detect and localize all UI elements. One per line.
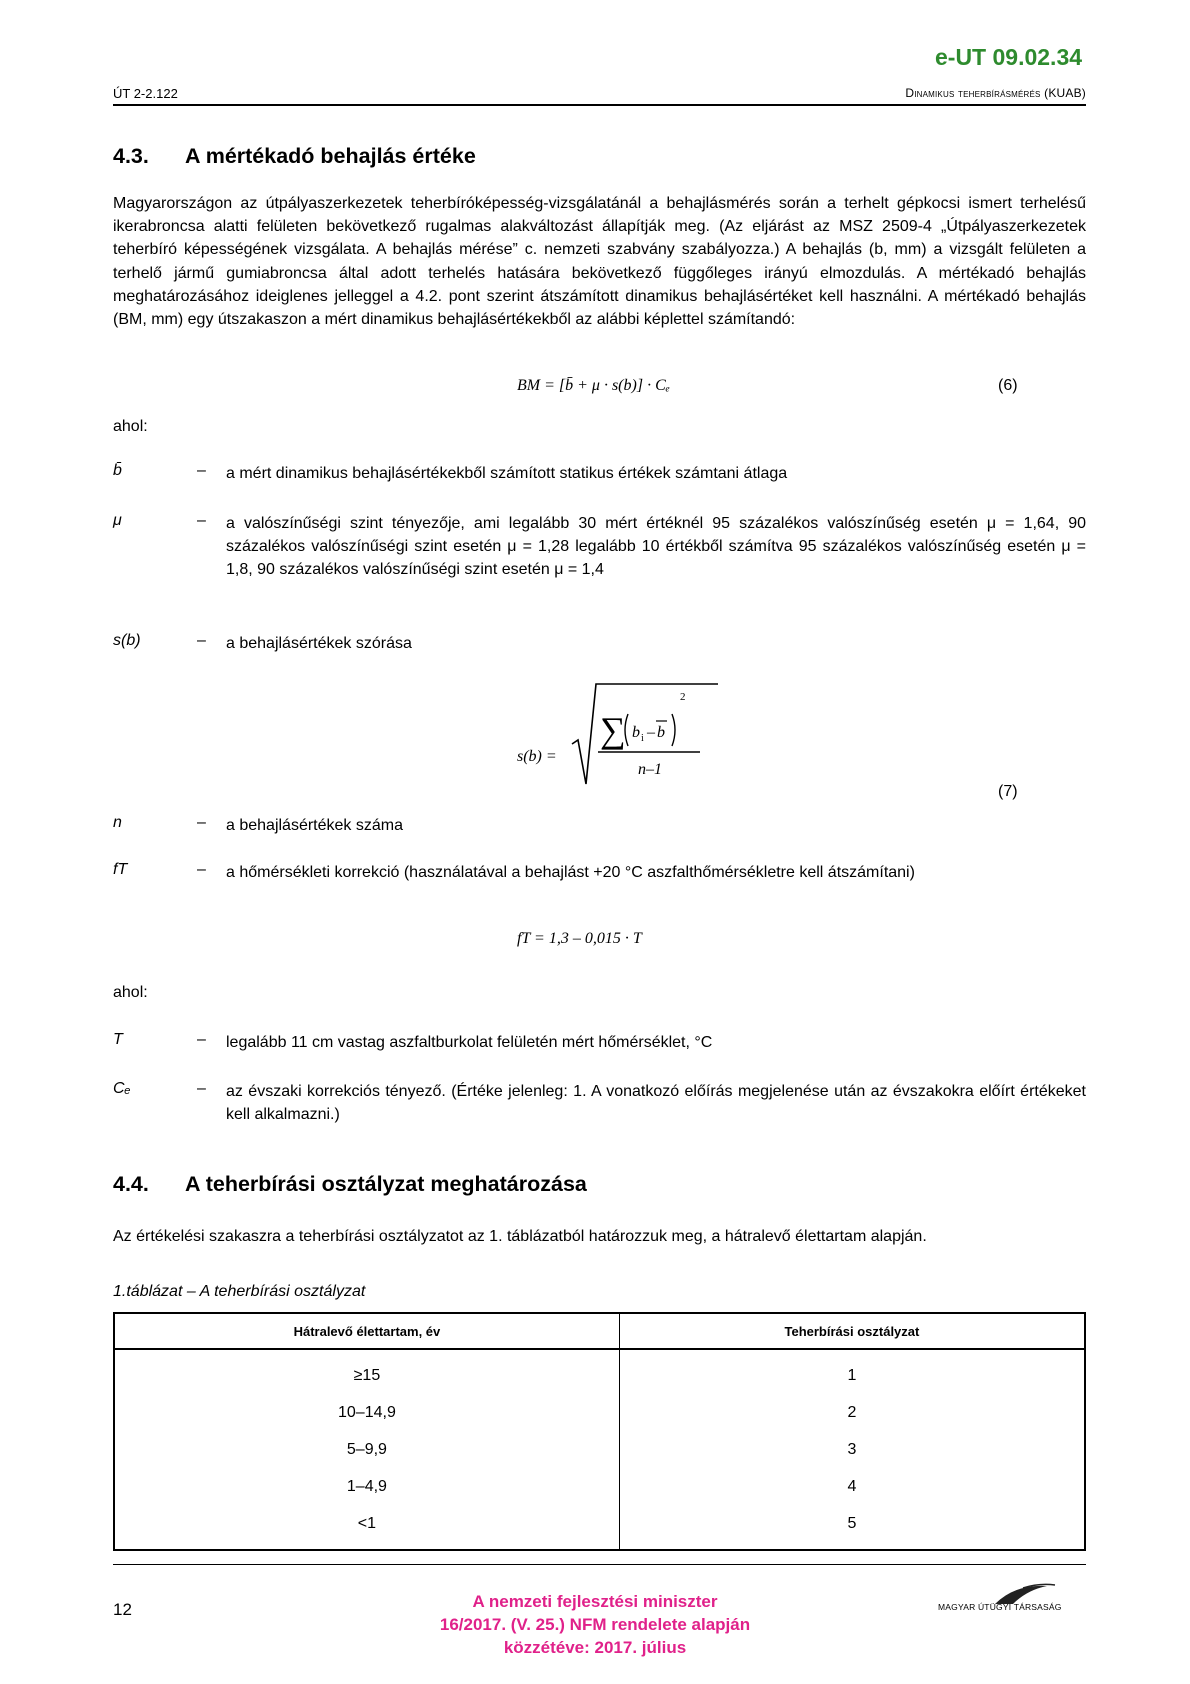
table-cell: 1 xyxy=(847,1366,857,1384)
def-dash: – xyxy=(197,462,206,479)
document-code: e-UT 09.02.34 xyxy=(935,44,1083,70)
equation-7-number: (7) xyxy=(998,783,1018,800)
section-number: 4.3. xyxy=(113,144,149,168)
svg-text:∑: ∑ xyxy=(600,710,626,750)
def-symbol-b: b̄ xyxy=(113,462,122,479)
equation-7-lhs: s(b) = xyxy=(517,748,557,765)
section-4-4-paragraph: Az értékelési szakaszra a teherbírási osztályzatot az 1. táblázatból határozzuk meg, a hátralevő élettartam alapján. xyxy=(113,1228,927,1245)
def-dash: – xyxy=(197,1031,206,1048)
table-header-cell: Hátralevő élettartam, év xyxy=(114,1313,619,1349)
where-label-2: ahol: xyxy=(113,984,148,1001)
footer-rule xyxy=(113,1564,1086,1565)
footer-line: A nemzeti fejlesztési miniszter xyxy=(472,1592,718,1611)
def-dash: – xyxy=(197,512,206,529)
header-standard-id: ÚT 2-2.122 xyxy=(113,86,178,101)
table-cell: <1 xyxy=(114,1505,619,1550)
def-symbol-n: n xyxy=(113,814,122,831)
svg-text:i: i xyxy=(641,733,644,744)
svg-text:2: 2 xyxy=(680,691,686,703)
table-header-cell: Teherbírási osztályzat xyxy=(619,1313,1085,1349)
society-logo-text: MAGYAR ÚTÜGYI TÁRSASÁG xyxy=(938,1602,1062,1612)
def-dash: – xyxy=(197,632,206,649)
def-symbol-mu: μ xyxy=(113,512,122,529)
section-heading-4-4 xyxy=(113,1172,587,1197)
equation-7-sqrt-graphic xyxy=(570,680,720,790)
def-dash: – xyxy=(197,1080,206,1097)
table-cell: 2 xyxy=(847,1403,857,1421)
table-cell: 1–4,9 xyxy=(114,1468,619,1505)
header-rule xyxy=(113,104,1086,106)
section-heading-4-3 xyxy=(113,144,476,169)
section-4-3-paragraph: Magyarországon az útpályaszerkezetek teherbíróképesség-vizsgálatánál a behajlásmérés során a terhelt gépkocsi ismert terhelésű ikerabroncsa alatti felületen bekövetkező rugalmas alakváltozást állapítják meg. (Az eljárást az MSZ 2509-4 „Útpályaszerkezetek teherbíró képességének vizsgálata. A behajlás mérése” c. nemzeti szabvány szabályozza.) A behajlás (b, mm) a vizsgált felületen a terhelő jármű gumiabroncsa által adott terhelés hatására bekövetkező függőleges irányú elmozdulás. A mértékadó behajlás meghatározásához ideiglenes jelleggel a 4.2. pont szerint átszámított dinamikus behajlásértéket kell használni. A mértékadó behajlás (BM, mm) egy útszakaszon a mért dinamikus behajlásértékekből az alábbi képlettel számítandó: xyxy=(113,195,1086,329)
table-cell: 5–9,9 xyxy=(114,1431,619,1468)
table-cell: 4 xyxy=(847,1477,857,1495)
table-row xyxy=(114,1468,1085,1505)
def-dash: – xyxy=(197,814,206,831)
def-text-ce: az évszaki korrekciós tényező. (Értéke jelenleg: 1. A vonatkozó előírás megjelenése után az évszakokra előírt értékeket kell alkalmazni.) xyxy=(226,1083,1086,1124)
footer-line: 16/2017. (V. 25.) NFM rendelete alapján xyxy=(439,1615,751,1634)
equation-6: BM = [b̄ + μ · s(b)] · Cₑ xyxy=(517,377,670,394)
def-text-t: legalább 11 cm vastag aszfaltburkolat felületén mért hőmérséklet, °C xyxy=(226,1034,713,1051)
section-title: A teherbírási osztályzat meghatározása xyxy=(185,1172,587,1196)
svg-text:b: b xyxy=(632,724,640,741)
table-cell: 5 xyxy=(847,1514,857,1532)
footer-line: közzétéve: 2017. július xyxy=(503,1638,687,1657)
def-text-sb: a behajlásértékek szórása xyxy=(226,635,412,652)
svg-text:b: b xyxy=(657,724,665,741)
equation-ft: fT = 1,3 – 0,015 · T xyxy=(517,930,642,947)
where-label: ahol: xyxy=(113,418,148,435)
table-cell: ≥15 xyxy=(114,1349,619,1394)
bearing-class-table xyxy=(113,1312,1086,1551)
def-text-ft: a hőmérsékleti korrekció (használatával a behajlást +20 °C aszfalthőmérsékletre kell átszámítani) xyxy=(226,864,915,881)
def-text-n: a behajlásértékek száma xyxy=(226,817,403,834)
def-text-b: a mért dinamikus behajlásértékekből számított statikus értékek számtani átlaga xyxy=(226,465,788,482)
table-row xyxy=(114,1505,1085,1550)
svg-text:n–1: n–1 xyxy=(638,761,662,778)
def-dash: – xyxy=(197,861,206,878)
page-number: 12 xyxy=(113,1600,132,1619)
def-symbol-sb: s(b) xyxy=(113,632,141,649)
def-symbol-t: T xyxy=(113,1031,123,1048)
def-symbol-ce: Cₑ xyxy=(113,1080,131,1097)
table-row xyxy=(114,1394,1085,1431)
table-caption: 1.táblázat – A teherbírási osztályzat xyxy=(113,1283,366,1300)
table-header-row xyxy=(114,1313,1085,1349)
table-row xyxy=(114,1349,1085,1394)
footer-publication-note xyxy=(395,1590,795,1659)
table-cell: 10–14,9 xyxy=(114,1394,619,1431)
def-text-mu: a valószínűségi szint tényezője, ami legalább 30 mért értéknél 95 százalékos valószínűség esetén μ = 1,64, 90 százalékos valószínűségi szint esetén μ = 1,28 legalább 10 értékből számítva 95 százalékos valószínűség esetén μ = 1,8, 90 százalékos valószínűségi szint esetén μ = 1,4 xyxy=(226,515,1086,579)
equation-6-number: (6) xyxy=(998,377,1018,394)
def-symbol-ft: fT xyxy=(113,861,128,878)
header-title: Dinamikus teherbírásmérés (KUAB) xyxy=(905,86,1086,100)
section-number: 4.4. xyxy=(113,1172,149,1196)
svg-text:–: – xyxy=(647,724,655,741)
table-row xyxy=(114,1431,1085,1468)
section-title: A mértékadó behajlás értéke xyxy=(185,144,476,168)
table-cell: 3 xyxy=(847,1440,857,1458)
